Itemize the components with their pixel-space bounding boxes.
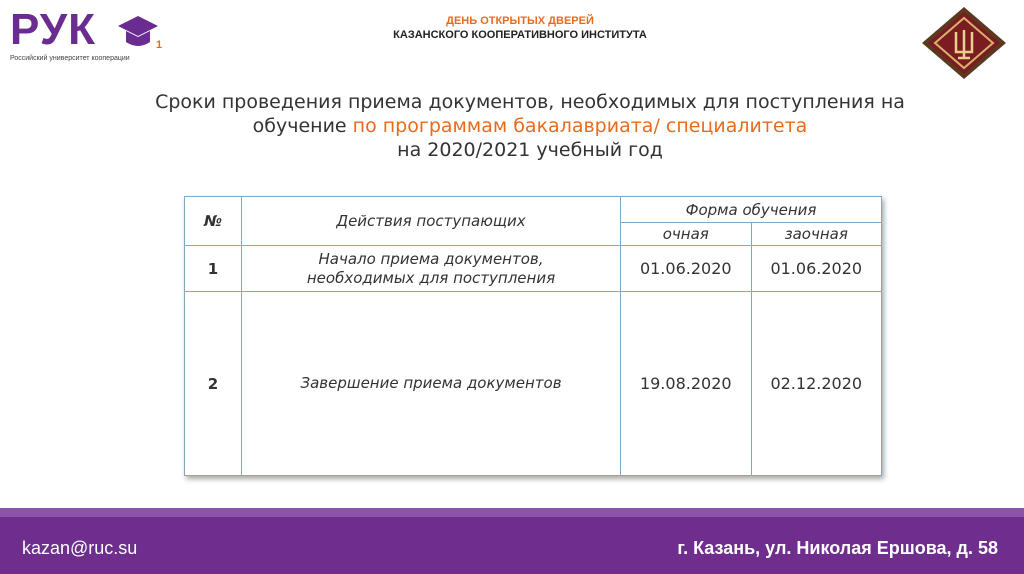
event-title: ДЕНЬ ОТКРЫТЫХ ДВЕРЕЙ: [446, 15, 594, 27]
row-action: Завершение приема документов: [242, 292, 621, 476]
row-num: 1: [185, 246, 242, 292]
header-row: [185, 197, 882, 223]
graduation-cap-icon: [116, 12, 164, 56]
event-header: [300, 14, 740, 42]
table-row: [185, 292, 882, 476]
logo-subtitle: Российский университет кооперации: [10, 55, 130, 62]
institute-name: КАЗАНСКОГО КООПЕРАТИВНОГО ИНСТИТУТА: [393, 29, 647, 41]
header-fulltime: очная: [621, 223, 752, 246]
header-action: Действия поступающих: [242, 197, 621, 246]
row-action: [242, 246, 621, 292]
page-title: [100, 90, 960, 162]
row-fulltime-date: 19.08.2020: [621, 292, 752, 476]
footer-stripe: [0, 508, 1024, 517]
title-line-3: на 2020/2021 учебный год: [397, 139, 663, 161]
logo-text: РУК: [10, 5, 96, 54]
title-line-2: [100, 114, 960, 138]
logo-mark: 1: [156, 39, 163, 51]
title-highlight: по программам бакалавриата/ специалитета: [352, 115, 808, 137]
row-fulltime-date: 01.06.2020: [621, 246, 752, 292]
row-parttime-date: 01.06.2020: [751, 246, 882, 292]
title-line-1: Сроки проведения приема документов, необходимых для поступления на: [155, 91, 905, 113]
row-parttime-date: 02.12.2020: [751, 292, 882, 476]
contact-email: kazan@ruc.su: [22, 538, 138, 558]
logo: [10, 6, 170, 76]
row-num: 2: [185, 292, 242, 476]
row-action-line-1: Начало приема документов,: [318, 249, 544, 268]
schedule-table: [184, 196, 882, 476]
table-row: [185, 246, 882, 292]
footer-bar: [0, 508, 1024, 574]
contact-address: г. Казань, ул. Николая Ершова, д. 58: [677, 538, 998, 558]
header-num: №: [185, 197, 242, 246]
row-action-line-2: необходимых для поступления: [306, 268, 556, 287]
institute-emblem-icon: [918, 4, 1010, 82]
title-line-2-plain: обучение: [252, 115, 353, 137]
header-study-form: Форма обучения: [621, 197, 882, 223]
header-parttime: заочная: [751, 223, 882, 246]
schedule-table-wrapper: [184, 196, 882, 476]
